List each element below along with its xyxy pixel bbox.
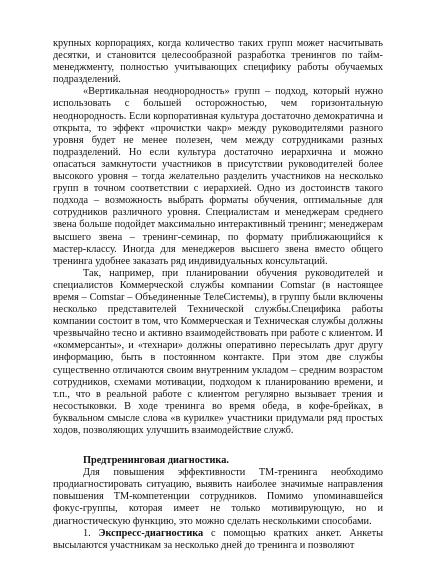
list-item-text: с помощью кратких анкет. Анкеты высылаются участникам за несколько дней до тренинга и позволяют xyxy=(53,527,383,551)
list-item-lead: Экспресс-диагностика xyxy=(98,527,204,539)
paragraph-continuation: крупных корпорациях, когда количество таких групп может насчитывать десятки, и становится целесообразной разработка тренингов по тайм-менеджменту, полностью учитывающих специфику работы обучаемых подразделений. xyxy=(53,38,383,86)
paragraph-diagnostics-intro: Для повышения эффективности ТМ-тренинга необходимо продиагностировать ситуацию, выявить наиболее значимые направления повышения ТМ-компетенции сотрудников. Помимо упоминавшейся фокус-группы, которая имеет не только мотивирующую, но и диагностическую функцию, это можно сделать несколькими способами. xyxy=(53,467,383,527)
paragraph-comstar-example: Так, например, при планировании обучения руководителей и специалистов Коммерческой службы компании Comstar (в настоящее время – Comstar – Объединенные ТелеСистемы), в группу были включены несколько представителей Технической службы.Специфика работы компании состоит в том, что Коммерческая и Техническая службы должны чрезвычайно тесно и активно взаимодействовать при работе с клиентом. И «коммерсанты», и «технари» должны оперативно пересылать друг другу информацию, быть в постоянном контакте. При этом две службы существенно отличаются своим внутренним укладом – средним возрастом сотрудников, схемами мотивации, подходом к планированию времени, и т.п., что в реальной работе с клиентом регулярно вызывает трения и несостыковки. В ходе тренинга во время обеда, в кофе-брейках, в буквальном смысле слова «в курилке» участники придумали ряд простых ходов, позволяющих улучшить взаимодействие служб. xyxy=(53,267,383,436)
section-spacer xyxy=(53,437,383,455)
list-item-express-diagnostics xyxy=(53,528,383,552)
document-body xyxy=(53,38,383,552)
list-item-number: 1. xyxy=(83,527,91,539)
paragraph-vertical-heterogeneity: «Вертикальная неоднородность» групп – подход, который нужно использовать с большей осторожностью, чем горизонтальную неоднородность. Если корпоративная культура достаточно демократична и открыта, то эффект «прочистки чакр» между руководителями разного уровня будет не менее полезен, чем между сотрудниками разных подразделений. Но если культура достаточно иерархична и можно опасаться замкнутости участников в присутствии руководителей более высокого уровня – тогда желательно разделить участников на несколько групп в точном соответствии с иерархией. Одно из достоинств такого подхода – возможность выбрать форматы обучения, оптимальные для сотрудников различного уровня. Специалистам и менеджерам среднего звена больше подойдет максимально интерактивный тренинг; менеджерам высшего звена – тренинг-семинар, по формату приближающийся к мастер-классу. Иногда для менеджеров высшего звена вместо общего тренинга удобнее заказать ряд индивидуальных консультаций. xyxy=(53,86,383,267)
section-heading: Предтренинговая диагностика. xyxy=(83,455,229,467)
